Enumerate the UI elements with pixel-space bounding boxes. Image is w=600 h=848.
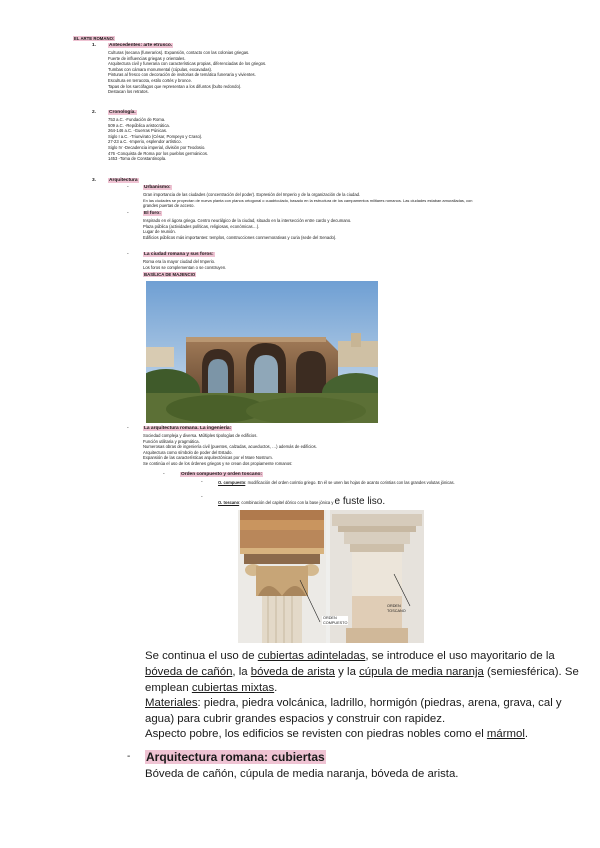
body-text: , la xyxy=(232,666,251,678)
urbanismo-line: En las ciudades se proyectan de nueva planta con planos ortogonal o cuadriculado, basado en la estructura de los campamentos militares romanos. Las ciudades estaban amuralladas, con xyxy=(143,197,473,203)
basilica-majencio-photo xyxy=(146,281,378,423)
urbanismo-lines xyxy=(143,192,472,209)
materiales-line-2: agua) para cubrir grandes espacios y construir con rapidez. xyxy=(145,713,446,725)
label-orden-compuesto xyxy=(322,616,348,625)
materiales-text: : piedra, piedra volcánica, ladrillo, hormigón (piedras, arena, grava, cal y xyxy=(197,697,562,709)
foro-line: Edificios públicos más importantes: templos, construcciones conmemorativas y curia (sede del Senado). xyxy=(143,234,337,240)
body-paragraph-line-1 xyxy=(145,648,555,664)
body-paragraph-line-3 xyxy=(145,680,277,696)
s1-line: Destacan los retratos. xyxy=(108,89,149,95)
s1-line: Culturas (secana (funerarios). Expansión, contacto con las colonias griegas. xyxy=(108,50,250,55)
ciudad-bullet: - xyxy=(127,251,129,257)
foro-line: Lugar de reunión. xyxy=(143,229,176,235)
ingenieria-line: Sociedad compleja y diversa. Múltiples tipologías de edificios. xyxy=(143,433,258,438)
urbanismo-heading xyxy=(143,185,172,190)
ciudad-lines xyxy=(143,259,226,270)
materiales-label: Materiales xyxy=(145,697,198,709)
section-3-number: 3. xyxy=(92,178,97,183)
body-underlined: bóveda de arista xyxy=(250,666,336,678)
s1-line: Escultura en terracota, estilo cortés y bronce. xyxy=(108,77,193,83)
ordenes-bullet: - xyxy=(163,471,165,477)
ingenieria-heading xyxy=(143,426,232,431)
body-underlined: cubiertas mixtas xyxy=(191,682,275,694)
body-text: emplean xyxy=(145,682,192,694)
body-text: (semiesférica). Se xyxy=(483,666,579,678)
aspecto-underlined: mármol xyxy=(486,728,525,740)
section-1-number: 1. xyxy=(92,43,97,48)
basilica-caption-text: BASÍLICA DE MAJENCIO xyxy=(144,272,196,277)
urbanismo-heading-text: Urbanismo: xyxy=(144,185,171,190)
s1-line: Fuerte de influencias griegas y orientales. xyxy=(108,55,186,61)
section-3-heading-text: Arquitectura xyxy=(109,178,138,183)
title-text: EL ARTE ROMANO: xyxy=(74,36,115,41)
basilica-caption xyxy=(143,272,196,277)
ingenieria-line: Arquitectura como símbolo de poder del Estado. xyxy=(143,449,233,455)
ingenieria-line: Función utilitaria y pragmática. xyxy=(143,438,200,444)
aspecto-end: . xyxy=(524,728,529,740)
foro-bullet: - xyxy=(127,210,129,216)
urbanismo-bullet: - xyxy=(127,184,129,190)
toscano-text: : combinación del capitel dórico con la base jónica y xyxy=(239,500,335,505)
section-1-heading-text: Antecedentes: arte etrusco. xyxy=(109,43,173,48)
s2-line: 509 a.C. -República aristocrática. xyxy=(108,122,170,128)
ingenieria-lines xyxy=(143,433,317,467)
s2-line: 264-146 a.C. -Guerras Púnicas. xyxy=(108,128,168,134)
body-text: . xyxy=(274,682,278,694)
ingenieria-line: Se continúa el uso de los órdenes griegos y se crean dos propiamente romanos: xyxy=(143,460,293,466)
section-3-heading xyxy=(108,178,139,183)
cubiertas-heading-text: Arquitectura romana: cubiertas xyxy=(146,750,325,764)
ciudad-line: Roma era la mayor ciudad del Imperio. xyxy=(143,259,216,264)
toscano-label: O. toscano xyxy=(218,500,240,505)
compuesto-label: O. compuesto xyxy=(218,480,246,485)
foro-line: Inspirado en el ágora griega. Centro neurálgico de la ciudad, situado en la intersección entre cardo y decumano. xyxy=(143,218,352,223)
section-1-lines xyxy=(108,50,266,95)
ingenieria-heading-text: La arquitectura romana. La ingeniería: xyxy=(144,426,232,431)
compuesto-text: : modificación del orden corintio griego. En él se unen las hojas de acanto corintias con las grandes volutas jónicas. xyxy=(245,480,455,485)
ingenieria-line: Expansión de las características arquitectónicas por el Mare Nostrum. xyxy=(143,455,273,461)
ingenieria-line: Numerosas obras de ingeniería civil (puentes, calzadas, acueductos, …) además de edificios. xyxy=(143,444,317,450)
s2-line: 27-23 a.C. -Imperio, esplendor artístico. xyxy=(108,139,182,145)
basilica-image xyxy=(146,281,378,423)
foro-lines xyxy=(143,218,351,240)
foro-heading-text: El foro: xyxy=(144,211,161,216)
body-text: , se introduce el uso mayoritario de la xyxy=(365,650,555,662)
toscano-tail-text: e fuste liso. xyxy=(334,496,386,507)
foro-line: Plaza pública (actividades políticas, religiosas, económicas…). xyxy=(143,223,260,229)
section-2-heading xyxy=(108,110,137,115)
document-title xyxy=(73,36,115,41)
s1-line: Arquitectura civil y funeraria con características propias, diferenciadas de los griegos. xyxy=(108,61,267,67)
section-2-heading-text: Cronología. xyxy=(109,110,136,115)
aspecto-line xyxy=(145,726,528,742)
ciudad-heading xyxy=(143,252,215,257)
section-2-number: 2. xyxy=(92,110,97,115)
label-toscano-line-1: ORDEN xyxy=(387,604,401,608)
body-underlined: cubiertas adinteladas xyxy=(257,650,366,662)
s1-line: Tapas de los sarcófagos que representan a los difuntos (bulto redondo). xyxy=(108,83,242,89)
toscano-bullet: - xyxy=(201,494,203,500)
s2-line: 476 -Conquista de Roma por los pueblos germánicos. xyxy=(108,150,209,156)
body-underlined: bóveda de cañón xyxy=(145,666,233,678)
section-1-heading xyxy=(108,43,173,48)
ordenes-heading-text: Orden compuesto y orden toscano: xyxy=(181,472,263,477)
urbanismo-line: grandes puertas de acceso. xyxy=(143,203,195,209)
label-toscano-line-2: TOSCANO xyxy=(387,608,406,613)
label-orden-toscano xyxy=(387,604,406,613)
s1-line: Pinturas al fresco con decoración de invitorias de temática funeraria y vivientes. xyxy=(108,72,256,78)
s1-line: Tumbas con cámara monumental (cúpulas, excavadas). xyxy=(108,66,213,72)
urbanismo-line: Gran importancia de las ciudades (concentración del poder). Expresión del Imperio y de la organización de la ciudad. xyxy=(143,192,361,197)
s2-line: 1453 -Toma de Constantinopla. xyxy=(108,156,167,162)
compuesto-bullet: - xyxy=(201,479,203,485)
ciudad-line: Los foros se complementan o se construyen. xyxy=(143,264,227,270)
ordenes-heading xyxy=(180,472,263,477)
foro-heading xyxy=(143,211,162,216)
body-underlined: cúpula de media naranja xyxy=(359,666,484,678)
cubiertas-bullet: - xyxy=(127,751,131,762)
cubiertas-heading xyxy=(145,750,326,764)
body-text: y la xyxy=(335,666,360,678)
s2-line: 753 a.C. -Fundación de Roma. xyxy=(108,117,166,122)
label-compuesto-line-2: COMPUESTO xyxy=(323,620,348,625)
s2-line: Siglo IV -Decadencia imperial, división por Teodosio. xyxy=(108,144,206,150)
body-text: Se continua el uso de xyxy=(145,650,258,662)
ingenieria-bullet: - xyxy=(127,425,129,431)
section-2-lines xyxy=(108,117,208,162)
aspecto-text: Aspecto pobre, los edificios se revisten con piedras nobles como el xyxy=(145,728,487,740)
cubiertas-text: Bóveda de cañón, cúpula de media naranja, bóveda de arista. xyxy=(145,768,459,780)
label-compuesto-line-1: ORDEN xyxy=(323,616,337,620)
body-paragraph-line-2 xyxy=(145,664,579,680)
s2-line: Siglo I a.C. -Triunvirato (César, Pompeyo y Craso). xyxy=(108,133,203,139)
toscano-line xyxy=(218,496,385,507)
ciudad-heading-text: La ciudad romana y sus foros: xyxy=(144,252,214,257)
materiales-line-1 xyxy=(145,695,562,711)
compuesto-line xyxy=(218,480,455,485)
